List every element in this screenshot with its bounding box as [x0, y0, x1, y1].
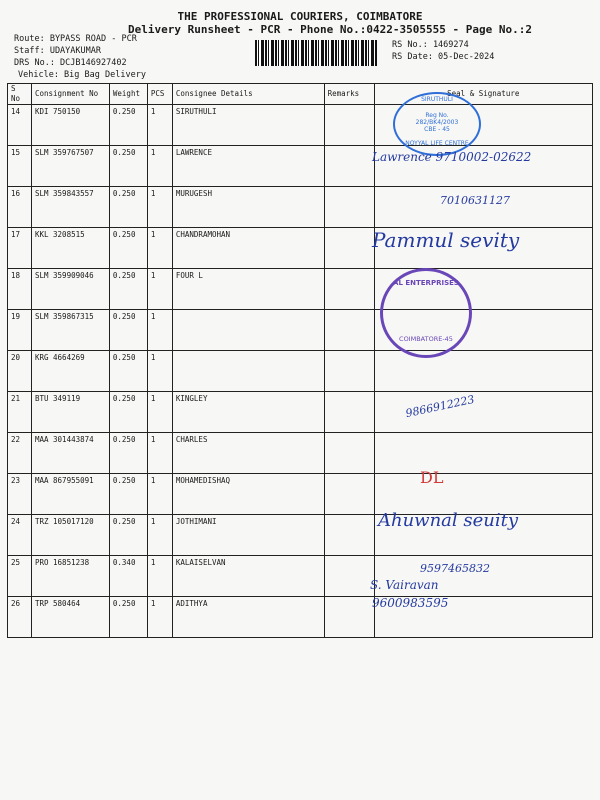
- drs-label: DRS No.: DCJB146927402: [14, 58, 127, 68]
- row-weight: 0.250: [109, 146, 147, 187]
- row-weight: 0.250: [109, 474, 147, 515]
- row-seal-signature: [374, 351, 592, 392]
- row-remarks: [324, 269, 374, 310]
- table-row: [8, 187, 593, 228]
- table-row: [8, 597, 593, 638]
- row-weight: 0.250: [109, 351, 147, 392]
- row-sno: 19: [8, 310, 32, 351]
- row-consignee: FOUR L: [172, 269, 324, 310]
- row-pcs: 1: [147, 310, 172, 351]
- column-header: S No: [8, 84, 32, 105]
- row-consignee: [172, 310, 324, 351]
- table-row: [8, 474, 593, 515]
- row-seal-signature: [374, 269, 592, 310]
- row-weight: 0.250: [109, 187, 147, 228]
- row-sno: 16: [8, 187, 32, 228]
- row-weight: 0.250: [109, 310, 147, 351]
- row-sno: 17: [8, 228, 32, 269]
- row-consignment-no: KDI 750150: [31, 105, 109, 146]
- row-weight: 0.250: [109, 228, 147, 269]
- row-consignment-no: SLM 359867315: [31, 310, 109, 351]
- row-remarks: [324, 187, 374, 228]
- handwritten-signature: 7010631127: [440, 194, 510, 207]
- row-seal-signature: [374, 310, 592, 351]
- row-remarks: [324, 515, 374, 556]
- table-row: [8, 105, 593, 146]
- row-consignee: CHANDRAMOHAN: [172, 228, 324, 269]
- row-sno: 20: [8, 351, 32, 392]
- row-consignee: LAWRENCE: [172, 146, 324, 187]
- rs-no-label: RS No.: 1469274: [392, 40, 469, 50]
- row-consignment-no: SLM 359909046: [31, 269, 109, 310]
- row-consignment-no: TRP 580464: [31, 597, 109, 638]
- row-remarks: [324, 146, 374, 187]
- column-header: Weight: [109, 84, 147, 105]
- handwritten-signature: 9600983595: [372, 596, 449, 610]
- row-sno: 26: [8, 597, 32, 638]
- row-pcs: 1: [147, 556, 172, 597]
- row-consignee: KINGLEY: [172, 392, 324, 433]
- column-header: Remarks: [324, 84, 374, 105]
- row-pcs: 1: [147, 187, 172, 228]
- row-sno: 22: [8, 433, 32, 474]
- table-header-row: [8, 84, 593, 105]
- row-sno: 15: [8, 146, 32, 187]
- handwritten-signature: 9597465832: [420, 562, 490, 575]
- row-weight: 0.340: [109, 556, 147, 597]
- row-pcs: 1: [147, 474, 172, 515]
- runsheet-table: [7, 83, 593, 638]
- runsheet-subtitle: Delivery Runsheet - PCR - Phone No.:0422-3505555 - Page No.:2: [128, 23, 532, 36]
- row-consignee: JOTHIMANI: [172, 515, 324, 556]
- row-seal-signature: [374, 433, 592, 474]
- stamp-text: SIRUTHULI: [421, 96, 453, 103]
- row-remarks: [324, 310, 374, 351]
- row-seal-signature: [374, 105, 592, 146]
- column-header: Seal & Signature: [374, 84, 592, 105]
- table-row: [8, 351, 593, 392]
- row-consignment-no: SLM 359843557: [31, 187, 109, 228]
- handwritten-signature: S. Vairavan: [370, 578, 439, 592]
- route-label: Route: BYPASS ROAD - PCR: [14, 34, 137, 44]
- row-consignment-no: TRZ 105017120: [31, 515, 109, 556]
- row-sno: 24: [8, 515, 32, 556]
- table-row: [8, 269, 593, 310]
- barcode: [255, 40, 377, 66]
- row-weight: 0.250: [109, 269, 147, 310]
- handwritten-signature: Ahuwnal seuity: [378, 510, 519, 531]
- row-consignment-no: MAA 867955091: [31, 474, 109, 515]
- row-pcs: 1: [147, 351, 172, 392]
- row-weight: 0.250: [109, 392, 147, 433]
- row-sno: 14: [8, 105, 32, 146]
- row-consignee: ADITHYA: [172, 597, 324, 638]
- row-remarks: [324, 228, 374, 269]
- row-pcs: 1: [147, 515, 172, 556]
- row-remarks: [324, 597, 374, 638]
- row-pcs: 1: [147, 269, 172, 310]
- rs-date-label: RS Date: 05-Dec-2024: [392, 52, 495, 62]
- row-consignee: MURUGESH: [172, 187, 324, 228]
- row-remarks: [324, 474, 374, 515]
- row-remarks: [324, 556, 374, 597]
- row-weight: 0.250: [109, 515, 147, 556]
- row-seal-signature: [374, 474, 592, 515]
- row-consignment-no: PRO 16851238: [31, 556, 109, 597]
- row-sno: 23: [8, 474, 32, 515]
- handwritten-signature: Pammul sevity: [372, 228, 520, 252]
- row-consignee: MOHAMEDISHAQ: [172, 474, 324, 515]
- row-consignment-no: SLM 359767507: [31, 146, 109, 187]
- row-consignment-no: MAA 301443874: [31, 433, 109, 474]
- row-consignee: [172, 351, 324, 392]
- stamp-text: NOYYAL LIFE CENTRE: [405, 140, 469, 147]
- vehicle-label: Vehicle: Big Bag Delivery: [18, 70, 146, 80]
- row-sno: 18: [8, 269, 32, 310]
- handwritten-signature: 9866912223: [404, 392, 476, 421]
- staff-label: Staff: UDAYAKUMAR: [14, 46, 101, 56]
- column-header: Consignee Details: [172, 84, 324, 105]
- row-weight: 0.250: [109, 105, 147, 146]
- table-row: [8, 392, 593, 433]
- row-consignment-no: KRG 4664269: [31, 351, 109, 392]
- row-consignee: CHARLES: [172, 433, 324, 474]
- row-remarks: [324, 392, 374, 433]
- stamp-text: COIMBATORE-45: [399, 335, 453, 343]
- row-pcs: 1: [147, 433, 172, 474]
- table-row: [8, 556, 593, 597]
- row-pcs: 1: [147, 228, 172, 269]
- company-title: THE PROFESSIONAL COURIERS, COIMBATORE: [177, 10, 423, 23]
- row-remarks: [324, 433, 374, 474]
- row-consignment-no: KKL 3208515: [31, 228, 109, 269]
- stamp-text: Reg No. 282/BK4/2003 CBE - 45: [415, 112, 459, 133]
- handwritten-signature: DL: [420, 468, 444, 487]
- row-remarks: [324, 351, 374, 392]
- row-sno: 25: [8, 556, 32, 597]
- row-weight: 0.250: [109, 433, 147, 474]
- row-consignment-no: BTU 349119: [31, 392, 109, 433]
- column-header: PCS: [147, 84, 172, 105]
- stamp-text: AL ENTERPRISES: [393, 279, 459, 287]
- row-consignee: KALAISELVAN: [172, 556, 324, 597]
- row-seal-signature: [374, 187, 592, 228]
- row-weight: 0.250: [109, 597, 147, 638]
- row-pcs: 1: [147, 597, 172, 638]
- column-header: Consignment No: [31, 84, 109, 105]
- row-pcs: 1: [147, 146, 172, 187]
- handwritten-signature: Lawrence 9710002-02622: [372, 150, 532, 164]
- table-row: [8, 433, 593, 474]
- row-consignee: SIRUTHULI: [172, 105, 324, 146]
- row-pcs: 1: [147, 392, 172, 433]
- row-pcs: 1: [147, 105, 172, 146]
- row-sno: 21: [8, 392, 32, 433]
- row-remarks: [324, 105, 374, 146]
- table-row: [8, 310, 593, 351]
